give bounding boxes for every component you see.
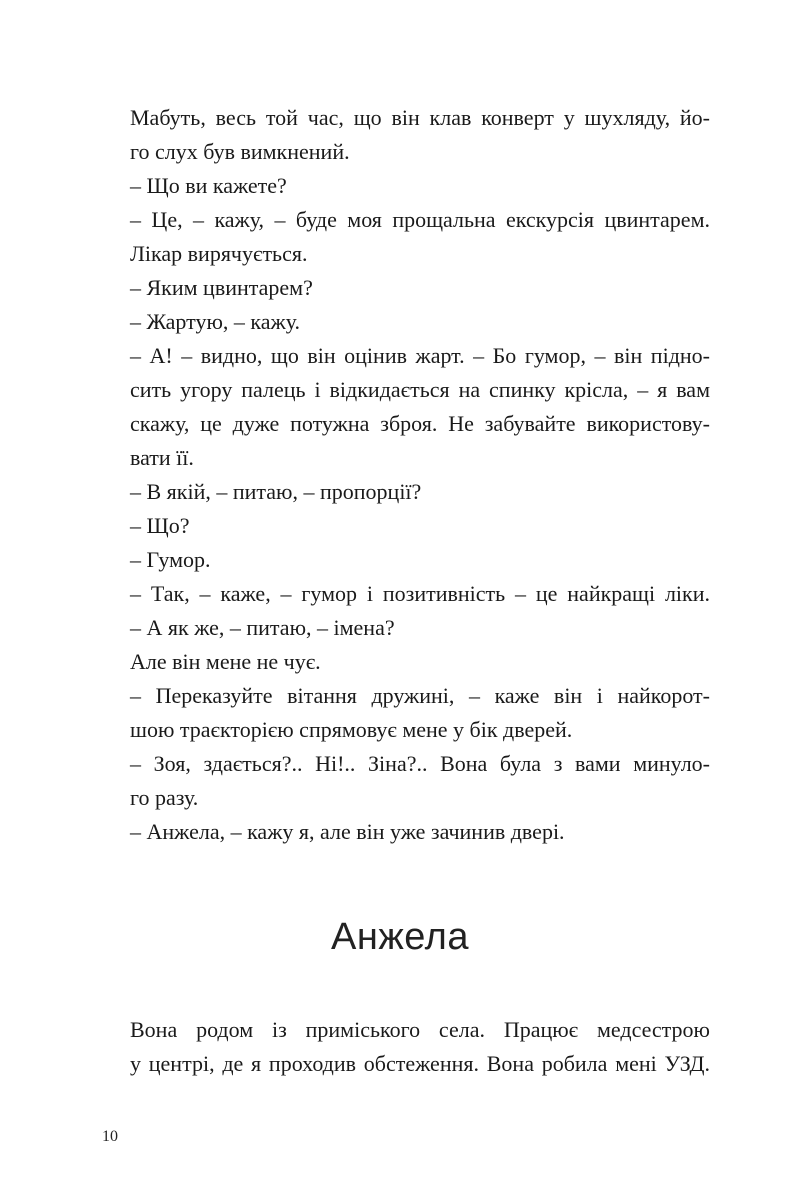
- text-line: Мабуть, весь той час, що він клав конверт у шухляду, йо-: [130, 105, 710, 130]
- section-heading: Анжела: [331, 916, 469, 958]
- text-line: сить угору палець і відкидається на спинку крісла, – я вам: [130, 377, 710, 402]
- text-line: вати її.: [130, 445, 194, 470]
- text-line: – В якій, – питаю, – пропорції?: [130, 479, 422, 504]
- text-line: – А! – видно, що він оцінив жарт. – Бо гумор, – він підно-: [130, 343, 710, 368]
- text-line: Вона родом із приміського села. Працює медсестрою: [130, 1017, 710, 1042]
- text-line: – А як же, – питаю, – імена?: [130, 615, 395, 640]
- text-line: го слух був вимкнений.: [130, 139, 350, 164]
- text-line: – Яким цвинтарем?: [130, 275, 313, 300]
- text-line: – Що ви кажете?: [130, 173, 287, 198]
- text-line: у центрі, де я проходив обстеження. Вона робила мені УЗД.: [130, 1051, 710, 1076]
- text-line: – Гумор.: [130, 547, 211, 572]
- text-line: скажу, це дуже потужна зброя. Не забувайте використову-: [130, 411, 710, 436]
- text-line: шою траєкторією спрямовує мене у бік дверей.: [130, 717, 573, 742]
- text-line: – Це, – кажу, – буде моя прощальна екскурсія цвинтарем.: [130, 207, 710, 232]
- text-line: – Переказуйте вітання дружині, – каже він і найкорот-: [130, 683, 710, 708]
- page-number: 10: [102, 1128, 118, 1145]
- text-line: – Зоя, здається?.. Ні!.. Зіна?.. Вона була з вами минуло-: [130, 751, 710, 776]
- text-line: – Що?: [130, 513, 190, 538]
- text-line: Лікар вирячується.: [130, 241, 308, 266]
- text-line: – Жартую, – кажу.: [130, 309, 301, 334]
- text-line: – Анжела, – кажу я, але він уже зачинив двері.: [130, 819, 565, 844]
- text-line: – Так, – каже, – гумор і позитивність – це найкращі ліки.: [130, 581, 710, 606]
- text-line: Але він мене не чує.: [130, 649, 321, 674]
- text-line: го разу.: [130, 785, 199, 810]
